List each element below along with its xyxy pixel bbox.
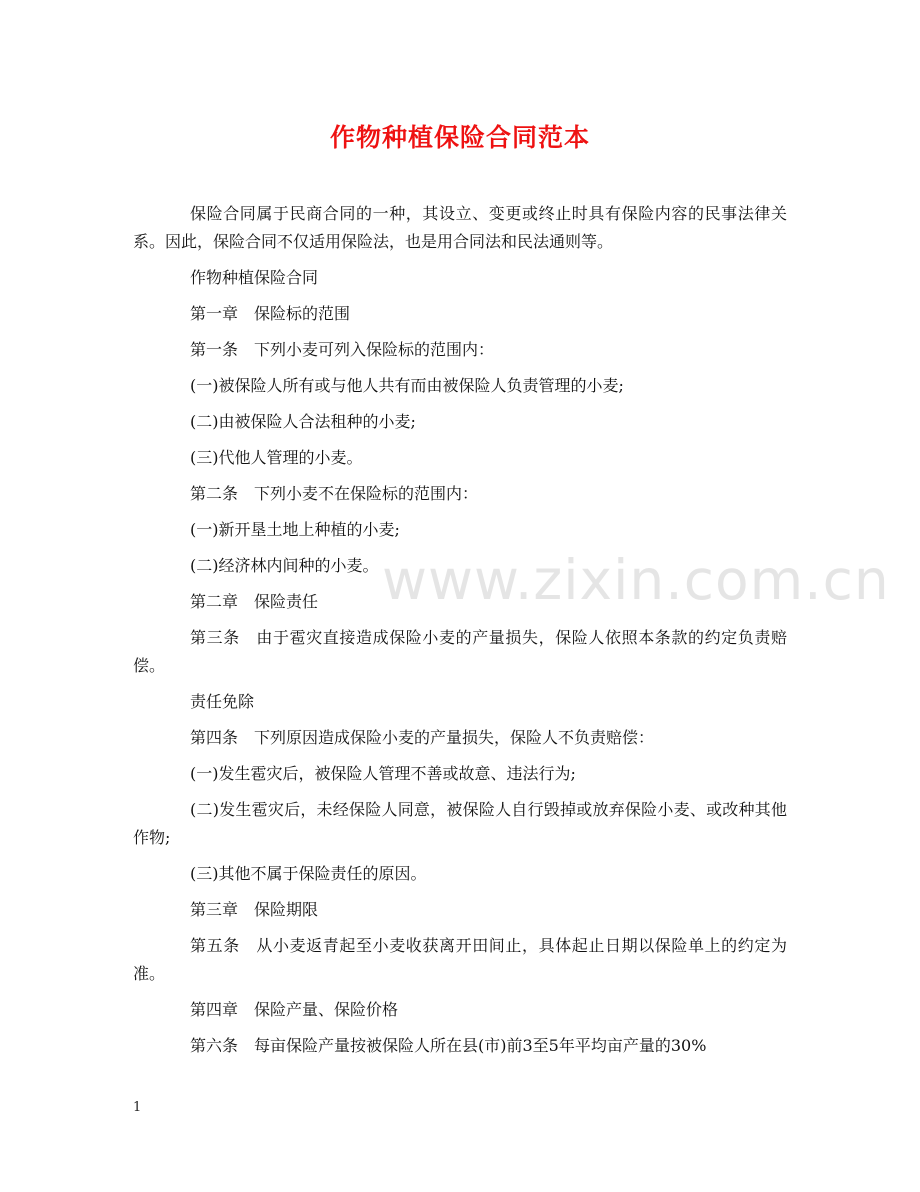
article: 第五条 从小麦返青起至小麦收获离开田间止，具体起止日期以保险单上的约定为准。 [133, 936, 787, 983]
list-item: (一)被保险人所有或与他人共有而由被保险人负责管理的小麦; [190, 376, 624, 395]
chapter-heading: 第三章 保险期限 [190, 900, 319, 919]
article: 第一条 下列小麦可列入保险标的范围内： [190, 340, 495, 359]
chapter-heading: 第四章 保险产量、保险价格 [190, 1000, 399, 1019]
paragraph: 作物种植保险合同 [190, 268, 319, 287]
chapter-heading: 第一章 保险标的范围 [190, 304, 351, 323]
article: 第三条 由于雹灾直接造成保险小麦的产量损失，保险人依照本条款的约定负责赔偿。 [133, 628, 787, 675]
article: 第六条 每亩保险产量按被保险人所在县(市)前3至5年平均亩产量的30% [190, 1036, 707, 1055]
document-title: 作物种植保险合同范本 [329, 123, 590, 152]
document-body [133, 200, 787, 1068]
paragraph: 保险合同属于民商合同的一种，其设立、变更或终止时具有保险内容的民事法律关系。因此，保险合同不仅适用保险法，也是用合同法和民法通则等。 [133, 204, 787, 251]
list-item: (二)由被保险人合法租种的小麦; [190, 412, 416, 431]
page-number: 1 [133, 1100, 142, 1115]
chapter-heading: 第二章 保险责任 [190, 592, 319, 611]
list-item: (二)发生雹灾后，未经保险人同意，被保险人自行毁掉或放弃保险小麦、或改种其他作物; [133, 800, 787, 847]
article: 第四条 下列原因造成保险小麦的产量损失，保险人不负责赔偿： [190, 728, 655, 747]
list-item: (三)其他不属于保险责任的原因。 [190, 864, 427, 883]
list-item: (三)代他人管理的小麦。 [190, 448, 363, 467]
watermark: www.zixin.com.cn [382, 548, 890, 612]
section-heading: 责任免除 [190, 692, 255, 711]
article: 第二条 下列小麦不在保险标的范围内： [190, 484, 479, 503]
list-item: (一)发生雹灾后，被保险人管理不善或故意、违法行为; [190, 764, 576, 783]
list-item: (二)经济林内间种的小麦。 [190, 556, 379, 575]
list-item: (一)新开垦土地上种植的小麦; [190, 520, 400, 539]
